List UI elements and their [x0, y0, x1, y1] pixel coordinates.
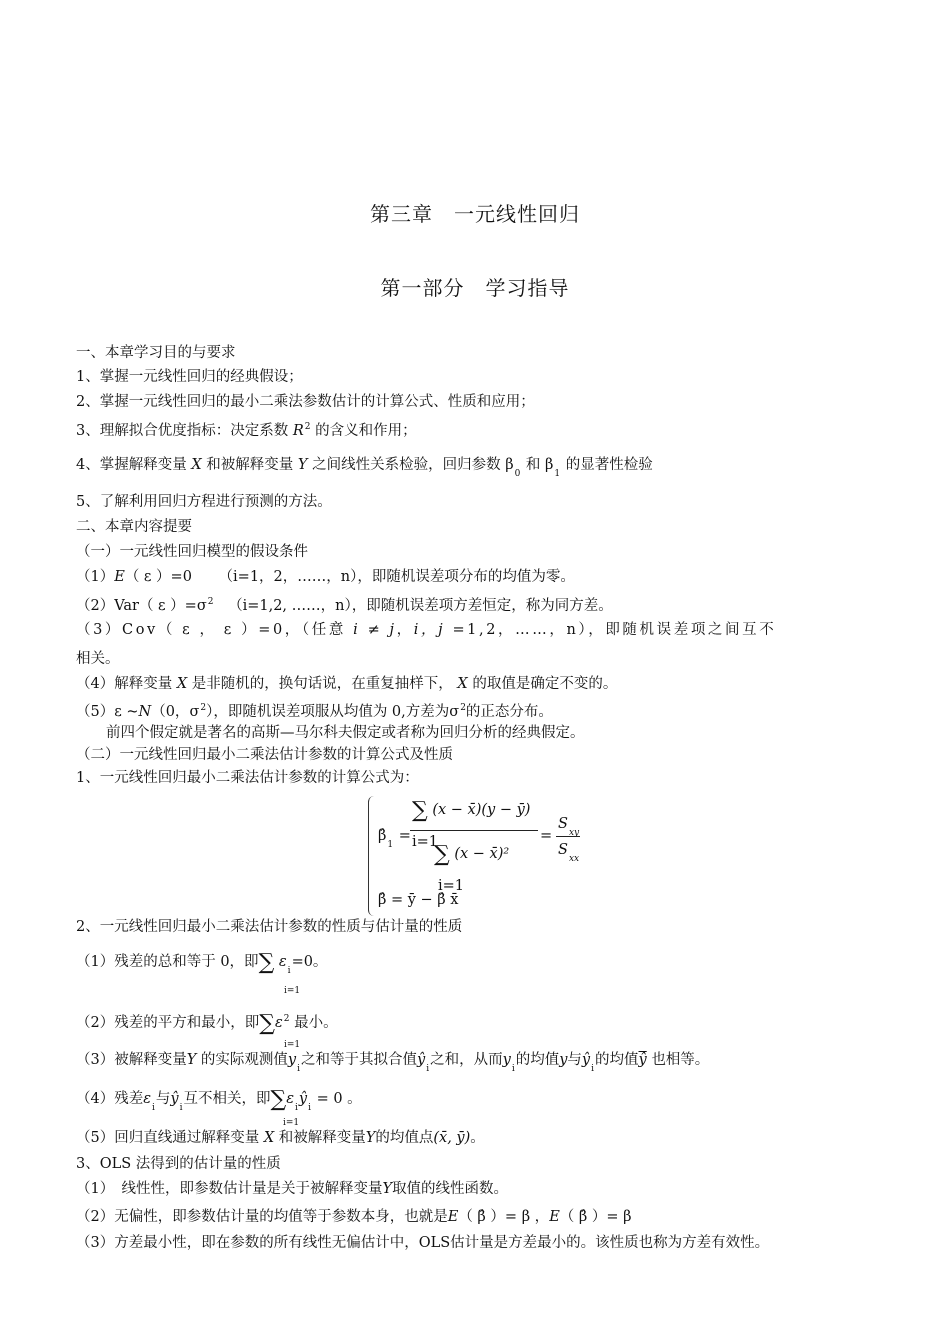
property-1: （1）残差的总和等于 0，即∑ $\varepsilon_i=0$。	[76, 950, 328, 976]
denominator: ∑ (x − x̄)²	[434, 842, 510, 867]
beta0-hat-line: β̂ = ȳ − β̂ x̄	[378, 892, 459, 908]
goal-4: 4、掌握解释变量 X 和被解释变量 Y 之间线性关系检验，回归参数 $\beta_0$ 和 $\beta_1$ 的显著性检验	[76, 457, 653, 479]
property-1-index: i=1	[284, 986, 301, 996]
sum-index-bottom: i=1	[438, 878, 465, 894]
ols-property-1: （1） 线性性，即参数估计量是关于被解释变量Y取值的线性函数。	[76, 1181, 509, 1197]
goal-1: 1、掌握一元线性回归的经典假设；	[76, 369, 303, 385]
goal-3: 3、理解拟合优度指标：决定系数 $R^2$ 的含义和作用；	[76, 422, 417, 439]
assumption-1: （1）E（ ε ）=0 （i=1，2，……，n），即随机误差项分布的均值为零。	[76, 569, 575, 585]
goal-2: 2、掌握一元线性回归的最小二乘法参数估计的计算公式、性质和应用；	[76, 394, 535, 410]
part-title: 第一部分 学习指导	[380, 276, 570, 300]
ols-heading: 3、OLS 法得到的估计量的性质	[76, 1156, 281, 1172]
properties-heading: 2、一元线性回归最小二乘法估计参数的性质与估计量的性质	[76, 919, 463, 935]
ratio-equals: =	[540, 828, 553, 844]
subsection2-heading: （二）一元线性回归最小二乘法估计参数的计算公式及性质	[76, 747, 453, 763]
property-2: （2）残差的平方和最小，即$\sum\varepsilon^2$ 最小。	[76, 1011, 338, 1036]
section2-heading: 二、本章内容提要	[76, 519, 192, 535]
property-2-index: i=1	[284, 1040, 301, 1050]
gauss-markov-note: 前四个假定就是著名的高斯—马尔科夫假定或者称为回归分析的经典假定。	[106, 725, 585, 741]
ols-property-2: （2）无偏性，即参数估计量的均值等于参数本身，也就是E（ β̂ ）= β ，E（ β̂ ）= β	[76, 1209, 632, 1225]
ols-estimator-formula	[368, 796, 598, 922]
sum-index-top: i=1	[412, 834, 439, 850]
property-4-index: i=1	[283, 1118, 300, 1128]
formula-intro: 1、一元线性回归最小二乘法估计参数的计算公式为：	[76, 770, 419, 786]
ratio-bar	[556, 836, 580, 837]
assumption-2: （2）Var（ ε ）$=\sigma^2$ （i=1,2, ……，n），即随机误差项方差恒定，称为同方差。	[76, 597, 613, 614]
property-4: （4）残差$\varepsilon_i$与$ŷ_i$互不相关，即$\sum\varepsilon_iŷ_i = 0$ 。	[76, 1087, 362, 1113]
sxx: $S_{xx}$	[558, 842, 580, 864]
property-5: （5）回归直线通过解释变量 X 和被解释变量Y的均值点(x̄, ȳ)。	[76, 1130, 485, 1146]
assumption-3: （3）Cov（ ε ， ε ）=0，（任意 i ≠ j，i，j =1,2，……，n），即随机误差项之间互不	[76, 622, 777, 638]
section1-heading: 一、本章学习目的与要求	[76, 345, 236, 361]
fraction-bar	[410, 830, 538, 831]
chapter-title: 第三章 一元线性回归	[370, 202, 580, 226]
property-3: （3）被解释变量Y 的实际观测值$y_i$之和等于其拟合值$ŷ_i$之和，从而$y_i$的均值y与$ŷ_i$的均值$\overline{ŷ}$ 也相等。	[76, 1052, 710, 1074]
subsection1-heading: （一）一元线性回归模型的假设条件	[76, 544, 308, 560]
formula-brace	[368, 796, 377, 916]
assumption-4: （4）解释变量 X 是非随机的，换句话说，在重复抽样下， X 的取值是确定不变的。	[76, 676, 618, 692]
ols-property-3: （3）方差最小性，即在参数的所有线性无偏估计中，OLS估计量是方差最小的。该性质也称为方差有效性。	[76, 1235, 770, 1251]
assumption-3-continued: 相关。	[76, 651, 120, 667]
sxy: $S_{xy}$	[558, 816, 580, 838]
assumption-5: （5）ε ~N（0，$\sigma^2$），即随机误差项服从均值为 0,方差为$\sigma^2$的正态分布。	[76, 703, 553, 720]
goal-5: 5、了解利用回归方程进行预测的方法。	[76, 494, 332, 510]
numerator: ∑ (x − x̄)(y − ȳ)	[412, 798, 531, 823]
beta1-hat: $\betâ_1$ =	[378, 828, 411, 850]
